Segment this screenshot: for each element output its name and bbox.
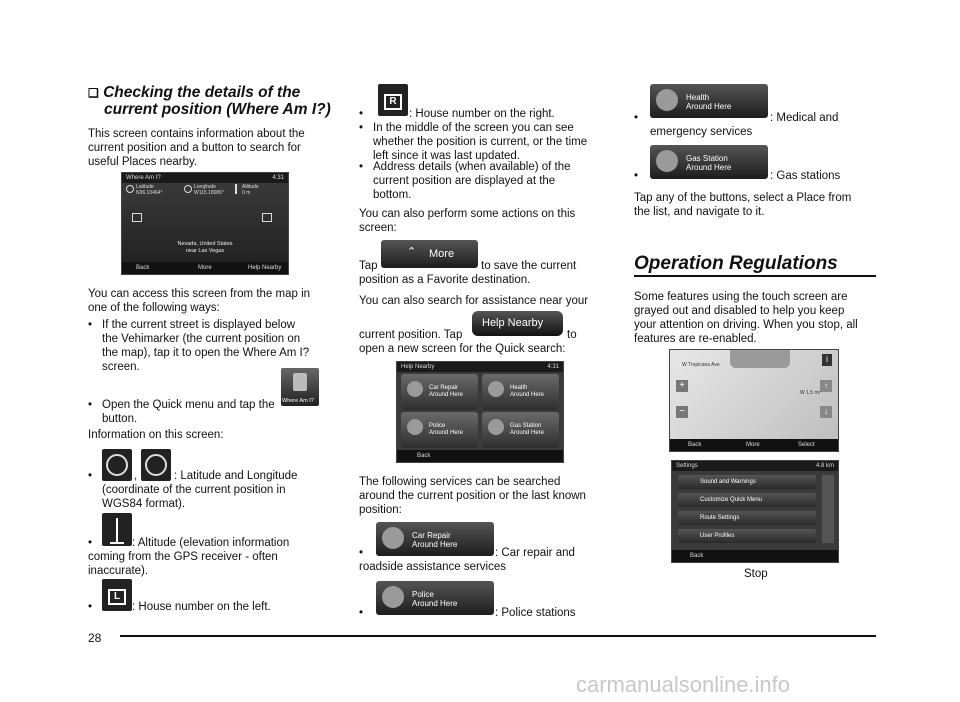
- operation-paragraph: Some features using the touch screen are grayed out and disabled to help you keep your attention on driving. When you stop, all features are re-enabled.: [634, 291, 858, 345]
- tap-any-paragraph: Tap any of the buttons, select a Place from the list, and navigate to it.: [634, 192, 852, 218]
- tilt-down-button[interactable]: ↓: [820, 406, 832, 418]
- watermark: carmanualsonline.info: [576, 672, 791, 697]
- settings-item[interactable]: User Profiles: [678, 529, 816, 543]
- police-icon: [382, 586, 404, 608]
- info-icon[interactable]: i: [822, 354, 832, 366]
- bullet-car-repair: • : Car repair and roadside assistance services: [359, 547, 575, 573]
- gas-station-button[interactable]: Gas Station Around Here: [650, 145, 768, 179]
- bullet-address: • Address details (when available) of the current position are displayed at the bottom.: [359, 161, 571, 201]
- police-button[interactable]: Police Around Here: [376, 581, 494, 615]
- gas-icon: [488, 419, 504, 435]
- help-nearby-button[interactable]: Help Nearby: [248, 265, 282, 271]
- bullet-health: • : Medical and emergency services: [634, 112, 839, 138]
- globe-icon: [141, 449, 171, 481]
- more-button[interactable]: More: [746, 442, 760, 448]
- more-button[interactable]: More: [198, 265, 212, 271]
- police-icon: [407, 419, 423, 435]
- globe-icon: [102, 449, 132, 481]
- help-nearby-screenshot: Help Nearby 4:31 Car Repair Around Here Health Around Here Police Around Here Gas Station Around Here Back: [396, 361, 564, 463]
- health-icon: [656, 89, 678, 111]
- where-am-i-icon: Where Am I?: [281, 368, 319, 406]
- map-screenshot: W Tropicana Ave W 1.5 mi + − i ↑ ↓ Back More Select: [669, 349, 839, 452]
- where-am-i-screenshot: Where Am I? 4:31 Latitude N36.10464° Longitude W115.18086° Altitude 0 m Nevada, United States near Las Vegas Back More Help Nearby: [121, 172, 289, 275]
- house-left-icon: [132, 213, 142, 222]
- back-button[interactable]: Back: [690, 553, 704, 559]
- section-heading-line2: current position (Where Am I?): [104, 101, 331, 118]
- health-icon: [488, 381, 504, 397]
- info-title: Information on this screen:: [88, 429, 224, 441]
- intro-paragraph: This screen contains information about the current position and a button to search for useful Places nearby.: [88, 128, 305, 168]
- zoom-out-button[interactable]: −: [676, 406, 688, 418]
- zoom-in-button[interactable]: +: [676, 380, 688, 392]
- bullet-street: • If the current street is displayed below the Vehimarker (the current position on the map), tap it to open the Where Am I? screen.: [88, 319, 310, 373]
- settings-item[interactable]: Customize Quick Menu: [678, 493, 816, 507]
- house-left-icon: L: [102, 579, 132, 611]
- car-icon: [382, 527, 404, 549]
- altitude-icon: [102, 513, 132, 546]
- section-heading: ❑ Checking the details of the: [88, 84, 301, 101]
- car-repair-button[interactable]: Car Repair Around Here: [376, 522, 494, 556]
- globe-icon: [126, 185, 134, 193]
- services-paragraph: The following services can be searched around the current position or the last known position:: [359, 476, 586, 516]
- globe-icon: [184, 185, 192, 193]
- bullet-gas: • : Gas stations: [634, 170, 841, 182]
- help-nearby-button[interactable]: Help Nearby: [472, 311, 563, 336]
- car-repair-tile[interactable]: Car Repair Around Here: [401, 374, 478, 410]
- bullet-police: • : Police stations: [359, 607, 576, 619]
- gas-icon: [656, 150, 678, 172]
- chevron-up-icon: ⌃: [407, 246, 417, 258]
- health-button[interactable]: Health Around Here: [650, 84, 768, 118]
- section-divider: [634, 275, 876, 277]
- house-right-icon: R: [378, 84, 408, 116]
- house-right-icon: [262, 213, 272, 222]
- scrollbar[interactable]: [822, 475, 834, 543]
- altitude-icon: [235, 184, 237, 194]
- lane-arrows: [730, 350, 790, 368]
- police-tile[interactable]: Police Around Here: [401, 412, 478, 448]
- more-button[interactable]: ⌃ More: [381, 240, 478, 268]
- page-number: 28: [88, 631, 102, 645]
- figure-caption: Stop: [744, 568, 768, 580]
- bullet-altitude: • : Altitude (elevation information coming from the GPS receiver - often inaccurate).: [88, 537, 290, 577]
- back-button[interactable]: Back: [136, 265, 150, 271]
- actions-paragraph: You can also perform some actions on this screen:: [359, 208, 576, 234]
- select-button[interactable]: Select: [798, 442, 815, 448]
- gas-station-tile[interactable]: Gas Station Around Here: [482, 412, 559, 448]
- settings-item[interactable]: Sound and Warnings: [678, 475, 816, 489]
- settings-screenshot: Settings 4.8 km Sound and Warnings Customize Quick Menu Route Settings User Profiles Back: [671, 460, 839, 563]
- back-button[interactable]: Back: [688, 442, 702, 448]
- tilt-up-button[interactable]: ↑: [820, 380, 832, 392]
- bullet-lat-lon: • : Latitude and Longitude (coordinate of the current position in WGS84 format).: [88, 470, 298, 510]
- bullet-house-right: • : House number on the right.: [359, 108, 555, 120]
- footer-rule: [120, 635, 876, 637]
- bullet-middle-screen: • In the middle of the screen you can see whether the position is current, or the time left since it was last updated.: [359, 122, 588, 162]
- access-paragraph: You can access this screen from the map in one of the following ways:: [88, 288, 311, 314]
- checkbox-icon: ❑: [88, 86, 99, 100]
- health-tile[interactable]: Health Around Here: [482, 374, 559, 410]
- back-button[interactable]: Back: [417, 453, 431, 459]
- bullet-quick-menu: • Open the Quick menu and tap the button.: [88, 399, 275, 425]
- settings-item[interactable]: Route Settings: [678, 511, 816, 525]
- section-title: Operation Regulations: [634, 253, 838, 274]
- bullet-house-left: • : House number on the left.: [88, 601, 271, 613]
- car-icon: [407, 381, 423, 397]
